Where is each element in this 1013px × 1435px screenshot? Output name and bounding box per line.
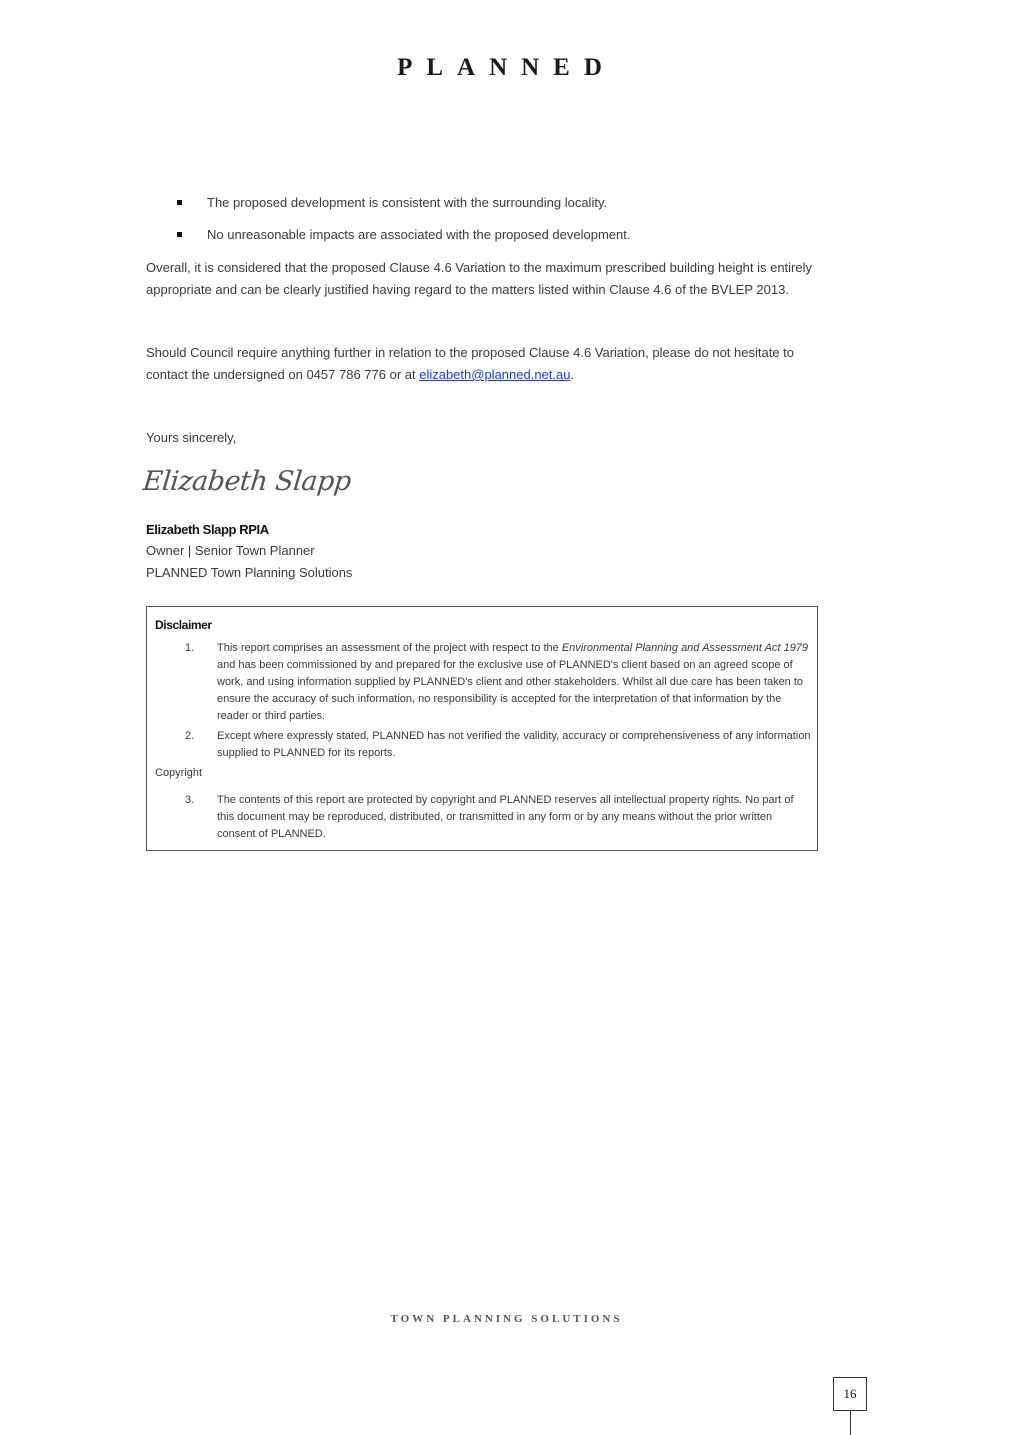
copyright-label: Copyright [155,767,203,779]
disclaimer-text: This report comprises an assessment of the project with respect to the [217,642,562,654]
disclaimer-item-number: 1. [185,642,195,654]
bullet-text: No unreasonable impacts are associated with the proposed development. [207,227,631,242]
signatory-company: PLANNED Town Planning Solutions [146,565,353,580]
bullet-square-icon [177,232,182,237]
disclaimer-item-number: 2. [185,730,195,742]
bullet-square-icon [177,200,182,205]
email-link[interactable]: elizabeth@planned.net.au [419,367,571,382]
handwritten-signature: Elizabeth Slapp [141,466,353,497]
contact-line-2-suffix: . [570,367,575,382]
bullet-item [146,224,866,246]
disclaimer-item-body [217,640,812,725]
disclaimer-box [146,606,818,851]
bullet-list [146,192,866,256]
bullet-text: The proposed development is consistent with the surrounding locality. [207,195,608,210]
bullet-item [146,192,866,214]
disclaimer-item-body: The contents of this report are protected by copyright and PLANNED reserves all intellectual property rights. No part of this document may be reproduced, distributed, or transmitted in any form or by any means without the prior written consent of PLANNED. [217,794,794,840]
act-title: Environmental Planning and Assessment Act 1979 [561,642,809,654]
disclaimer-item-number: 3. [185,794,195,806]
disclaimer-title: Disclaimer [155,618,212,632]
footer-tagline: TOWN PLANNING SOLUTIONS [390,1313,623,1325]
overall-paragraph [146,257,871,301]
closing-text: Yours sincerely, [146,430,237,445]
contact-line-1: Should Council require anything further in relation to the proposed Clause 4.6 Variation, please do not hesitate to [146,345,795,360]
signatory-name: Elizabeth Slapp RPIA [146,522,269,537]
contact-paragraph [146,342,871,386]
contact-line-2-prefix: contact the undersigned on 0457 786 776 or at [146,367,420,382]
overall-line-2: appropriate and can be clearly justified having regard to the matters listed within Clause 4.6 of the BVLEP 2013. [146,282,789,297]
overall-line-1: Overall, it is considered that the proposed Clause 4.6 Variation to the maximum prescribed building height is entirely [146,260,812,275]
disclaimer-item-body: Except where expressly stated, PLANNED has not verified the validity, accuracy or comprehensiveness of any information supplied to PLANNED for its reports. [217,730,811,759]
disclaimer-text: and has been commissioned by and prepared for the exclusive use of PLANNED's client based on an agreed scope of work, and using information supplied by PLANNED's client and other stakeholders. Whilst all due care has been taken to ensure the accuracy of such information, no responsibility is accepted for the interpretation of that information by the reader or third parties. [217,659,804,722]
page-number: 16 [833,1377,867,1411]
signatory-role: Owner | Senior Town Planner [146,543,315,558]
page-number-divider [850,1411,851,1435]
header-logo: PLANNED [397,54,616,81]
